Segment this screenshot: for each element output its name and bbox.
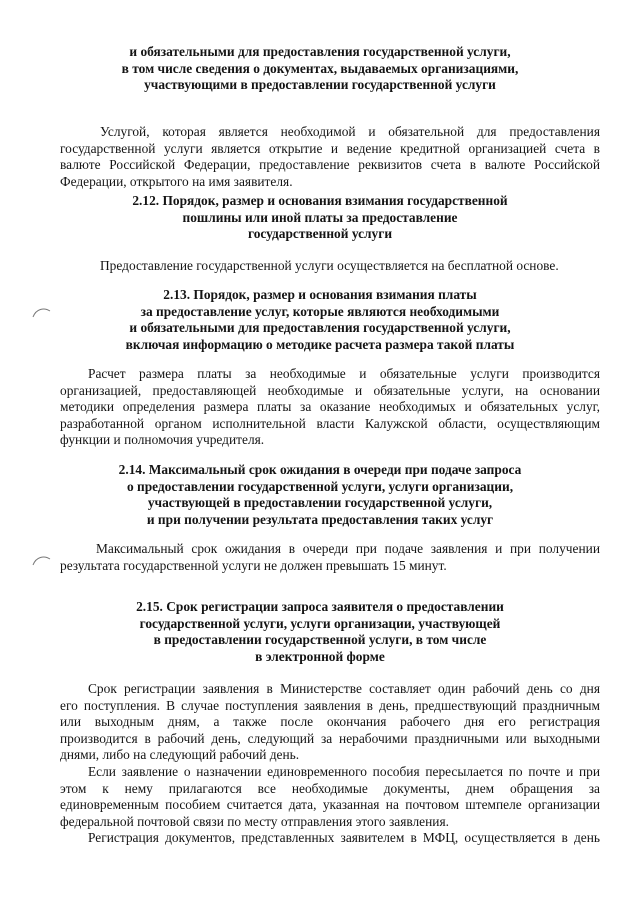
heading-line: о предоставлении государственной услуги, услуги организации, [126, 478, 514, 494]
heading-line: пошлины или иной платы за предоставление [182, 209, 458, 225]
heading-line: включая информацию о методике расчета размера такой платы [125, 336, 515, 352]
heading-line: участвующей в предоставлении государственной услуги, [147, 495, 493, 511]
paragraph-line: производится в рабочий день, следующий за нерабочими праздничными или выходными [60, 730, 600, 746]
heading-line: 2.13. Порядок, размер и основания взимания платы [163, 287, 477, 302]
heading-line: и обязательными для предоставления государственной услуги, [129, 44, 511, 59]
heading-line: государственной услуги [247, 226, 393, 242]
paragraph-line: этом к нему прилагаются все необходимые документы, днем обращения за [60, 780, 600, 796]
paragraph-free-service [60, 258, 600, 275]
paragraph-line: Срок регистрации заявления в Министерстве составляет один рабочий день со дня [88, 681, 600, 696]
paragraph-line: результата государственной услуги не должен превышать 15 минут. [60, 557, 447, 573]
heading-line: участвующими в предоставлении государственной услуги [144, 77, 496, 93]
margin-mark-icon [30, 553, 54, 567]
paragraph-line: Предоставление государственной услуги осуществляется на бесплатной основе. [100, 258, 559, 273]
paragraph-postal-application [60, 764, 600, 830]
paragraph-mfc-registration [60, 830, 600, 847]
paragraph-line: Если заявление о назначении единовременного пособия пересылается по почте и при [88, 764, 600, 779]
paragraph-line: Регистрация документов, представленных заявителем в МФЦ, осуществляется в день [88, 830, 600, 845]
heading-line: за предоставление услуг, которые являются необходимыми [140, 303, 500, 319]
heading-line: в предоставлении государственной услуги, в том числе [153, 632, 487, 648]
paragraph-line: разработанной органом исполнительной власти Калужской области, осуществляющим [60, 415, 600, 431]
heading-line: и при получении результата предоставления таких услуг [146, 511, 494, 527]
paragraph-line: организацией, предоставляющей необходимые и обязательные услуги, на основании [60, 382, 600, 398]
heading-2-12 [40, 193, 600, 243]
heading-2-15 [40, 599, 600, 665]
heading-line: государственной услуги, услуги организации, участвующей [139, 615, 501, 631]
paragraph-line: федеральной почтовой связи по месту отправления этого заявления. [60, 813, 449, 829]
paragraph-line: Максимальный срок ожидания в очереди при подаче заявления и при получении [96, 541, 600, 556]
heading-line: 2.15. Срок регистрации запроса заявителя о предоставлении [136, 599, 504, 614]
heading-continuation [40, 44, 600, 94]
heading-line: 2.14. Максимальный срок ожидания в очереди при подаче запроса [118, 462, 522, 477]
paragraph-line: Федерации, открытого на имя заявителя. [60, 173, 293, 189]
heading-2-14 [40, 462, 600, 528]
paragraph-fee-calculation [60, 366, 600, 449]
paragraph-line: его поступления. В случае поступления заявления в день, предшествующий праздничным [60, 697, 600, 713]
heading-line: 2.12. Порядок, размер и основания взимания государственной [132, 193, 508, 208]
paragraph-line: днями, либо на следующий рабочий день. [60, 747, 300, 763]
paragraph-line: единовременным пособием считается дата, указанная на почтовом штемпеле организации [60, 797, 600, 813]
heading-line: в электронной форме [255, 648, 385, 664]
paragraph-line: Услугой, которая является необходимой и обязательной для предоставления [100, 124, 600, 139]
paragraph-registration-term [60, 681, 600, 764]
paragraph-line: методики определения размера платы за оказание необходимых и обязательных услуг, [60, 399, 600, 415]
heading-line: в том числе сведения о документах, выдаваемых организациями, [121, 60, 519, 76]
paragraph-line: государственной услуги является открытие и ведение кредитной организацией счета в [60, 140, 600, 156]
paragraph-service [60, 124, 600, 190]
heading-line: и обязательными для предоставления государственной услуги, [129, 320, 511, 336]
paragraph-line: или выходным дням, а также после окончания рабочего дня его регистрация [60, 714, 600, 730]
paragraph-line: валюте Российской Федерации, предоставление реквизитов счета в валюте Российской [60, 157, 600, 173]
paragraph-line: функции и полномочия учредителя. [60, 432, 265, 448]
paragraph-line: Расчет размера платы за необходимые и обязательные услуги производится [88, 366, 600, 381]
heading-2-13 [40, 287, 600, 353]
paragraph-queue-time [60, 541, 600, 574]
